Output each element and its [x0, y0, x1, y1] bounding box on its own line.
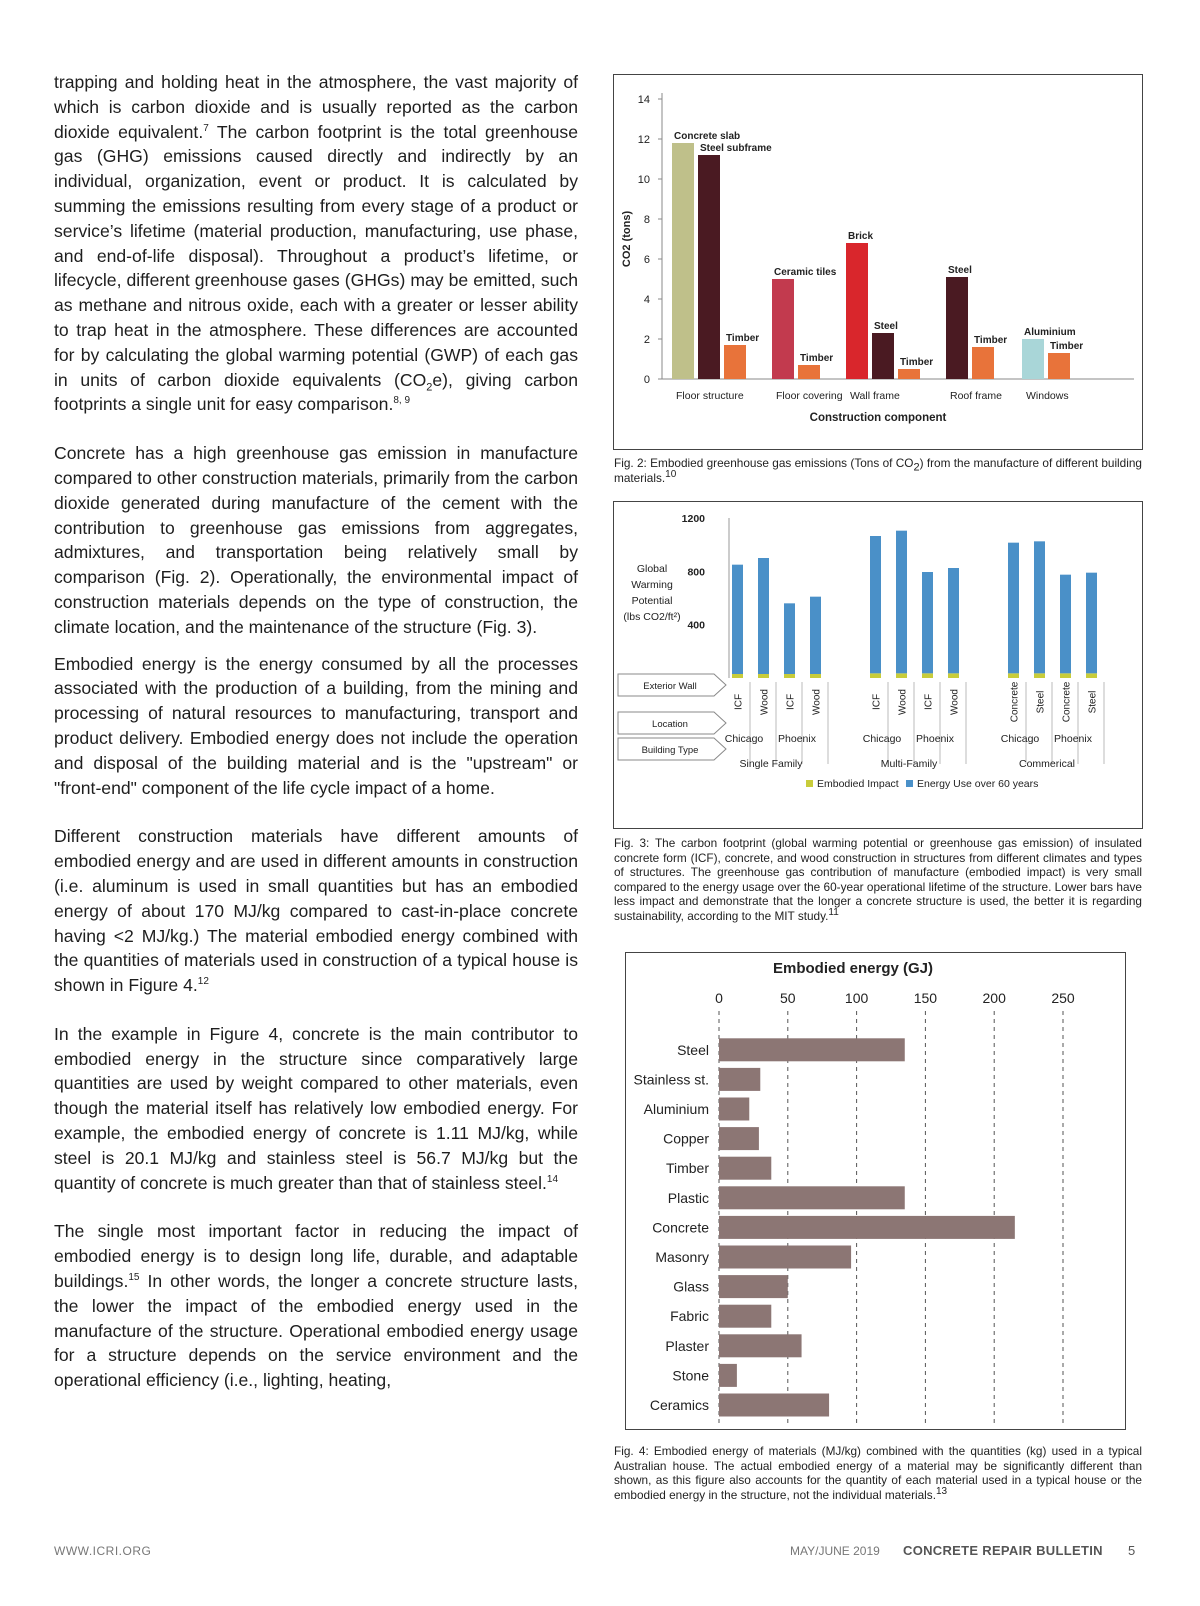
fig4-bar — [719, 1186, 905, 1209]
fig3-category-label: Wood — [759, 689, 771, 715]
figure-4 — [625, 952, 1126, 1430]
fig2-y-axis-label: CO2 (tons) — [621, 210, 633, 268]
fig2-bar-label: Concrete slab — [674, 131, 741, 142]
fig3-bar-energy — [870, 536, 881, 673]
fig4-category-label: Ceramics — [649, 1397, 709, 1413]
fig3-bar-embodied — [758, 674, 769, 678]
footer-issue-date: MAY/JUNE 2019 — [790, 1544, 880, 1558]
fig2-bar — [946, 277, 968, 379]
figure-2 — [613, 74, 1143, 450]
fig2-bar-label: Timber — [800, 353, 834, 364]
fig2-bar-label: Aluminium — [1024, 327, 1076, 338]
fig4-category-label: Glass — [673, 1278, 709, 1295]
fig3-bar-embodied — [1008, 673, 1019, 678]
fig4-category-label: Stainless st. — [633, 1071, 709, 1088]
fig3-bar-energy — [948, 568, 959, 673]
fig2-y-tick-label: 4 — [643, 294, 650, 306]
fig4-chart — [626, 953, 1125, 1429]
fig3-bar-energy — [1008, 543, 1019, 674]
paragraph-3: Embodied energy is the energy consumed by all the processes associated with the production of a building, from the mining and processing of natural resources to manufacturing, transport and product delivery. Embodied energy does not include the operation and disposal of the building material and is the "upstream" or "front-end" component of the life cycle impact of a home. — [54, 653, 578, 798]
fig2-bar — [872, 333, 894, 379]
fig3-bar-embodied — [922, 673, 933, 678]
fig3-category-label: Concrete — [1061, 681, 1073, 723]
fig4-category-label: Aluminium — [643, 1101, 709, 1117]
fig2-bar — [846, 243, 868, 379]
footer-website: WWW.ICRI.ORG — [54, 1544, 152, 1558]
fig3-category-label: Steel — [1035, 690, 1047, 714]
fig3-bar-embodied — [1034, 673, 1045, 678]
fig3-bar-energy — [784, 603, 795, 674]
fig2-group-label: Windows — [1026, 390, 1069, 402]
fig4-x-tick-label: 0 — [715, 990, 723, 1006]
fig2-bar — [772, 279, 794, 379]
fig3-bar-energy — [732, 565, 743, 674]
fig3-location-label: Phoenix — [778, 733, 816, 745]
footer-publication: CONCRETE REPAIR BULLETIN — [903, 1543, 1103, 1558]
fig4-bar — [719, 1098, 749, 1121]
fig2-group-label: Floor covering — [776, 390, 843, 402]
fig4-bar — [719, 1246, 851, 1269]
fig2-y-tick-label: 6 — [643, 254, 650, 266]
fig2-y-tick-label: 0 — [643, 374, 650, 386]
fig3-row-label: Building Type — [641, 745, 699, 756]
fig4-category-label: Timber — [665, 1160, 709, 1177]
fig3-category-label: Concrete — [1009, 681, 1021, 723]
fig4-x-tick-label: 50 — [780, 990, 796, 1006]
fig3-y-axis-label: Potential — [631, 595, 673, 607]
fig3-category-label: Steel — [1087, 690, 1099, 714]
fig3-bar-embodied — [896, 673, 907, 678]
fig2-bar — [698, 155, 720, 379]
fig4-category-label: Steel — [677, 1041, 709, 1058]
fig3-category-label: ICF — [923, 693, 935, 711]
fig2-bar-label: Timber — [1050, 341, 1084, 352]
fig3-bar-energy — [1086, 573, 1097, 674]
fig3-legend-label: Embodied Impact — [817, 778, 899, 790]
fig4-bar — [719, 1068, 760, 1091]
fig3-bar-energy — [810, 597, 821, 674]
fig4-bar — [719, 1275, 788, 1298]
fig3-building-type-label: Multi-Family — [880, 758, 938, 770]
fig2-bar — [1048, 353, 1070, 379]
fig2-bar-label: Steel — [874, 321, 898, 332]
fig4-bar — [719, 1305, 771, 1328]
fig4-bar — [719, 1127, 759, 1150]
fig3-category-label: Wood — [811, 689, 823, 715]
fig2-bar-label: Ceramic tiles — [774, 267, 837, 278]
fig4-x-tick-label: 100 — [844, 990, 869, 1006]
fig2-group-label: Wall frame — [850, 390, 900, 402]
fig3-bar-embodied — [784, 674, 795, 678]
body-text — [54, 70, 578, 1417]
fig3-bar-embodied — [948, 673, 959, 678]
fig3-bar-embodied — [1060, 673, 1071, 678]
fig3-building-type-label: Commerical — [1018, 758, 1076, 770]
fig2-chart — [614, 75, 1142, 449]
fig2-x-axis-label: Construction component — [809, 412, 947, 424]
paragraph-1: trapping and holding heat in the atmosphere, the vast majority of which is carbon dioxide and is usually reported as the carbon dioxide equivalent.$^7$ The carbon footprint is the total greenhouse gas (GHG) emissions caused directly and indirectly by an individual, organization, event or product. It is calculated by summing the emissions resulting from every stage of a product or service’s lifetime (material production, manufacturing, use phase, and end-of-life disposal). Throughout a product’s lifetime, or lifecycle, different greenhouse gases (GHGs) may be emitted, such as methane and nitrous oxide, each with a greater or lesser ability to trap heat in the atmosphere. These differences are accounted for by calculating the global warming potential (GWP) of each gas in units of carbon dioxide equivalents $(CO_2e)$, giving carbon footprints a single unit for easy comparison.$^{8, 9}$ — [54, 72, 578, 415]
fig4-bar — [719, 1216, 1015, 1239]
fig2-bar — [972, 347, 994, 379]
figure-3-caption: Fig. 3: The carbon footprint (global warming potential or greenhouse gas emission) of insulated concrete form (ICF), concrete, and wood construction in structures from different climates and types of structures. The greenhouse gas contribution of manufacture (embodied impact) is very small compared to the energy usage over the 60-year operational lifetime of the structure. Lower bars have less impact and demonstrate that the longer a concrete structure is used, the better it is regarding sustainability, according to the MIT study.$^{11}$ — [614, 836, 1142, 923]
fig3-bar-embodied — [1086, 673, 1097, 678]
fig3-chart — [614, 502, 1142, 828]
fig2-y-tick-label: 2 — [643, 334, 650, 346]
fig2-bar-label: Timber — [726, 333, 760, 344]
fig3-category-label: Wood — [897, 689, 909, 715]
fig3-row-label: Location — [652, 719, 688, 730]
fig4-bar — [719, 1364, 737, 1387]
figure-4-caption: Fig. 4: Embodied energy of materials (MJ/kg) combined with the quantities (kg) used in a typical Australian house. The actual embodied energy of a material may be significantly different than shown, as this figure also accounts for the quantity of each material used in a typical house or the embodied energy in the structure, not the individual materials.$^{13}$ — [614, 1444, 1142, 1502]
fig3-y-tick-label: 1200 — [681, 513, 705, 525]
fig2-bar — [798, 365, 820, 379]
fig3-category-label: ICF — [733, 693, 745, 711]
fig2-bar-label: Brick — [848, 231, 874, 242]
fig4-category-label: Plastic — [667, 1189, 709, 1206]
fig2-bar — [672, 143, 694, 379]
fig4-x-tick-label: 200 — [982, 990, 1006, 1006]
fig3-location-label: Chicago — [724, 733, 764, 745]
paragraph-2: Concrete has a high greenhouse gas emission in manufacture compared to other construction materials, primarily from the carbon dioxide generated during manufacture of the cement with the contribution to greenhouse gas emissions from aggregates, admixtures, and transportation being relatively small by comparison (Fig. 2). Operationally, the environmental impact of construction materials depends on the type of construction, the climate location, and the maintenance of the structure (Fig. 3). — [54, 443, 578, 637]
fig3-bar-energy — [1034, 541, 1045, 673]
fig3-location-label: Phoenix — [916, 733, 954, 745]
fig3-category-label: ICF — [785, 693, 797, 711]
fig2-bar-label: Timber — [974, 335, 1008, 346]
fig4-bar — [719, 1394, 829, 1417]
fig3-legend-swatch — [806, 780, 813, 787]
fig2-bar-label: Steel — [948, 265, 972, 276]
fig2-y-tick-label: 8 — [643, 214, 650, 226]
fig2-group-label: Roof frame — [950, 390, 1002, 402]
fig4-title: Embodied energy (GJ) — [772, 960, 934, 977]
fig3-bar-energy — [1060, 575, 1071, 674]
paragraph-5: In the example in Figure 4, concrete is the main contributor to embodied energy in the structure since comparatively large quantities are used by weight compared to other materials, even though the material itself has relatively low embodied energy. For example, the embodied energy of concrete is 1.11 MJ/kg, while steel is 20.1 MJ/kg and stainless steel is 56.7 MJ/kg but the quantity of concrete is much greater than that of stainless steel.$^{14}$ — [54, 1023, 578, 1193]
figure-2-caption: Fig. 2: Embodied greenhouse gas emissions (Tons of $CO_2$) from the manufacture of different building materials.$^{10}$ — [614, 456, 1142, 485]
fig3-building-type-label: Single Family — [739, 758, 803, 770]
fig3-bar-energy — [896, 531, 907, 674]
fig4-bar — [719, 1334, 802, 1357]
fig3-location-label: Phoenix — [1054, 733, 1092, 745]
fig4-category-label: Concrete — [652, 1219, 709, 1236]
fig4-category-label: Masonry — [655, 1249, 709, 1265]
fig3-location-label: Chicago — [1000, 733, 1040, 745]
fig4-category-label: Stone — [672, 1367, 709, 1384]
fig3-category-label: ICF — [871, 693, 883, 711]
fig2-bar-label: Steel subframe — [700, 143, 772, 154]
fig4-bar — [719, 1157, 771, 1180]
fig4-category-label: Copper — [663, 1130, 709, 1147]
fig2-group-label: Floor structure — [676, 390, 744, 402]
fig3-row-label: Exterior Wall — [643, 681, 697, 692]
fig3-category-label: Wood — [949, 689, 961, 715]
fig3-bar-energy — [922, 572, 933, 673]
fig2-bar — [1022, 339, 1044, 379]
page-number: 5 — [1128, 1543, 1136, 1558]
fig4-bar — [719, 1038, 905, 1061]
fig4-x-tick-label: 250 — [1051, 990, 1075, 1006]
fig3-bar-embodied — [732, 674, 743, 678]
fig3-bar-embodied — [870, 673, 881, 678]
fig2-bar — [898, 369, 920, 379]
fig3-y-axis-label: (lbs CO2/ft²) — [623, 611, 681, 623]
figure-3 — [613, 501, 1143, 829]
fig3-y-tick-label: 400 — [687, 619, 705, 632]
fig3-y-tick-label: 800 — [687, 566, 705, 579]
fig3-bar-embodied — [810, 674, 821, 678]
fig3-y-axis-label: Global — [636, 563, 668, 575]
paragraph-6: The single most important factor in reducing the impact of embodied energy is to design long life, durable, and adaptable buildings.$^{15}$ In other words, the longer a concrete structure lasts, the lower the impact of the embodied energy used in the manufacture of the structure. Operational embodied energy usage for a structure depends on the service environment and the operational efficiency (i.e., lighting, heating, — [54, 1221, 578, 1391]
fig2-bar — [724, 345, 746, 379]
fig3-bar-energy — [758, 558, 769, 674]
fig2-y-tick-label: 12 — [637, 134, 650, 146]
fig2-y-tick-label: 10 — [637, 174, 650, 186]
fig3-legend-swatch — [906, 780, 913, 787]
paragraph-4: Different construction materials have different amounts of embodied energy and are used in different amounts in construction (i.e. aluminum is used in small quantities but has an embodied energy of about 170 MJ/kg compared to cast-in-place concrete having <2 MJ/kg.) The material embodied energy combined with the quantities of materials used in construction of a typical house is shown in Figure 4.12 — [54, 826, 578, 996]
fig3-location-label: Chicago — [862, 733, 902, 745]
fig2-bar-label: Timber — [900, 357, 934, 368]
fig4-category-label: Fabric — [670, 1308, 709, 1325]
fig3-legend-label: Energy Use over 60 years — [917, 778, 1039, 790]
fig4-category-label: Plaster — [665, 1337, 709, 1354]
fig3-y-axis-label: Warming — [631, 579, 673, 591]
fig4-x-tick-label: 150 — [913, 990, 938, 1006]
fig2-y-tick-label: 14 — [637, 94, 650, 106]
